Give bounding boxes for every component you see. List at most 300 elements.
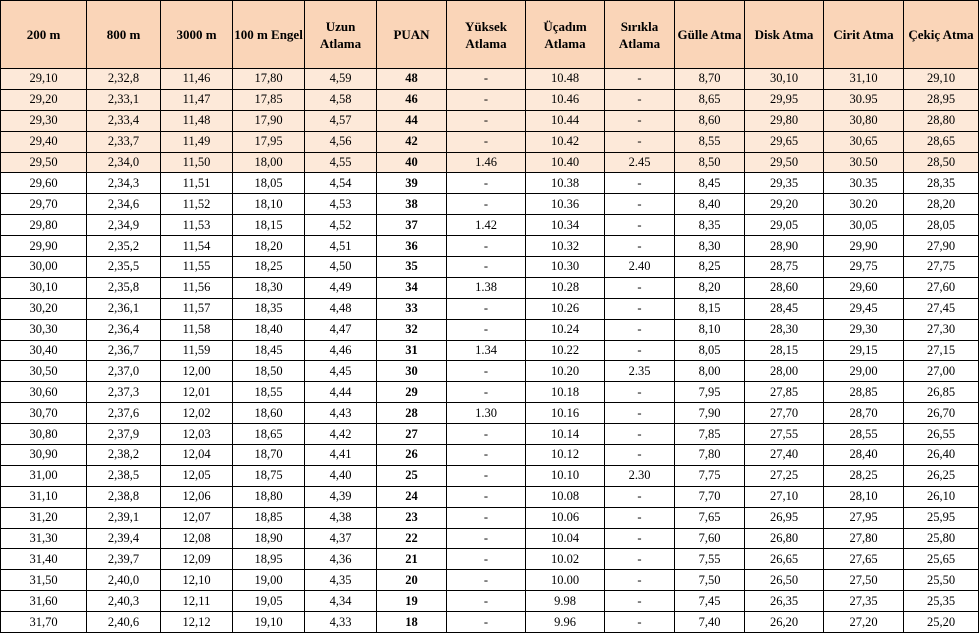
cell-sirikla-atlama: 2.30 (605, 465, 675, 486)
cell-gulle-atma: 7,60 (675, 528, 745, 549)
cell-yuksek-atlama: - (447, 465, 526, 486)
cell-gulle-atma: 8,25 (675, 257, 745, 278)
cell-100m-engel: 18,75 (233, 465, 305, 486)
cell-ucadim-atlama: 10.22 (526, 340, 605, 361)
cell-gulle-atma: 8,15 (675, 298, 745, 319)
cell-sirikla-atlama: - (605, 591, 675, 612)
cell-gulle-atma: 8,50 (675, 152, 745, 173)
cell-uzun-atlama: 4,45 (305, 361, 377, 382)
cell-3000m: 11,56 (161, 277, 233, 298)
cell-cirit-atma: 30,80 (824, 110, 904, 131)
column-header-yuksek-atlama: Yüksek Atlama (447, 1, 526, 69)
cell-yuksek-atlama: - (447, 528, 526, 549)
cell-800m: 2,33,4 (87, 110, 161, 131)
cell-uzun-atlama: 4,43 (305, 403, 377, 424)
cell-yuksek-atlama: - (447, 89, 526, 110)
column-header-puan: PUAN (377, 1, 447, 69)
cell-ucadim-atlama: 10.20 (526, 361, 605, 382)
cell-yuksek-atlama: - (447, 507, 526, 528)
cell-sirikla-atlama: - (605, 549, 675, 570)
cell-200m: 30,00 (1, 257, 87, 278)
cell-puan: 33 (377, 298, 447, 319)
cell-100m-engel: 19,00 (233, 570, 305, 591)
cell-200m: 30,80 (1, 424, 87, 445)
cell-cekic-atma: 27,00 (904, 361, 979, 382)
cell-ucadim-atlama: 10.36 (526, 194, 605, 215)
cell-puan: 46 (377, 89, 447, 110)
cell-gulle-atma: 8,20 (675, 277, 745, 298)
cell-yuksek-atlama: - (447, 445, 526, 466)
cell-ucadim-atlama: 9.98 (526, 591, 605, 612)
cell-ucadim-atlama: 10.24 (526, 319, 605, 340)
cell-100m-engel: 18,50 (233, 361, 305, 382)
cell-sirikla-atlama: - (605, 319, 675, 340)
column-header-3000m: 3000 m (161, 1, 233, 69)
cell-uzun-atlama: 4,44 (305, 382, 377, 403)
cell-200m: 31,40 (1, 549, 87, 570)
cell-sirikla-atlama: - (605, 528, 675, 549)
cell-3000m: 11,50 (161, 152, 233, 173)
cell-ucadim-atlama: 10.12 (526, 445, 605, 466)
cell-disk-atma: 28,15 (745, 340, 824, 361)
cell-cekic-atma: 26,25 (904, 465, 979, 486)
column-header-ucadim-atlama: Üçadım Atlama (526, 1, 605, 69)
cell-cekic-atma: 26,85 (904, 382, 979, 403)
cell-800m: 2,33,1 (87, 89, 161, 110)
cell-cirit-atma: 27,65 (824, 549, 904, 570)
column-header-gulle-atma: Gülle Atma (675, 1, 745, 69)
cell-3000m: 12,10 (161, 570, 233, 591)
cell-sirikla-atlama: - (605, 131, 675, 152)
cell-uzun-atlama: 4,54 (305, 173, 377, 194)
cell-sirikla-atlama: - (605, 403, 675, 424)
cell-200m: 29,70 (1, 194, 87, 215)
cell-cekic-atma: 26,10 (904, 486, 979, 507)
cell-yuksek-atlama: - (447, 612, 526, 633)
cell-puan: 27 (377, 424, 447, 445)
table-row (1, 110, 979, 131)
cell-200m: 31,30 (1, 528, 87, 549)
cell-cekic-atma: 27,30 (904, 319, 979, 340)
cell-puan: 22 (377, 528, 447, 549)
cell-3000m: 12,11 (161, 591, 233, 612)
cell-yuksek-atlama: - (447, 194, 526, 215)
header-row (1, 1, 979, 69)
cell-800m: 2,38,2 (87, 445, 161, 466)
table-row (1, 340, 979, 361)
cell-uzun-atlama: 4,56 (305, 131, 377, 152)
cell-puan: 42 (377, 131, 447, 152)
column-header-100m-engel: 100 m Engel (233, 1, 305, 69)
cell-gulle-atma: 8,00 (675, 361, 745, 382)
cell-cirit-atma: 31,10 (824, 69, 904, 90)
cell-yuksek-atlama: - (447, 173, 526, 194)
cell-sirikla-atlama: - (605, 89, 675, 110)
cell-cekic-atma: 27,60 (904, 277, 979, 298)
cell-200m: 31,60 (1, 591, 87, 612)
cell-cekic-atma: 26,40 (904, 445, 979, 466)
cell-cekic-atma: 25,80 (904, 528, 979, 549)
cell-uzun-atlama: 4,42 (305, 424, 377, 445)
cell-3000m: 11,47 (161, 89, 233, 110)
cell-disk-atma: 26,20 (745, 612, 824, 633)
cell-sirikla-atlama: 2.35 (605, 361, 675, 382)
cell-800m: 2,39,4 (87, 528, 161, 549)
cell-uzun-atlama: 4,52 (305, 215, 377, 236)
cell-gulle-atma: 7,95 (675, 382, 745, 403)
cell-gulle-atma: 8,30 (675, 236, 745, 257)
cell-800m: 2,36,7 (87, 340, 161, 361)
cell-3000m: 12,07 (161, 507, 233, 528)
cell-200m: 31,00 (1, 465, 87, 486)
cell-disk-atma: 28,00 (745, 361, 824, 382)
cell-cirit-atma: 30.95 (824, 89, 904, 110)
cell-gulle-atma: 8,10 (675, 319, 745, 340)
cell-100m-engel: 18,25 (233, 257, 305, 278)
table-row (1, 236, 979, 257)
table-row (1, 257, 979, 278)
cell-3000m: 12,06 (161, 486, 233, 507)
column-header-uzun-atlama: Uzun Atlama (305, 1, 377, 69)
cell-gulle-atma: 7,85 (675, 424, 745, 445)
cell-disk-atma: 27,85 (745, 382, 824, 403)
cell-ucadim-atlama: 10.26 (526, 298, 605, 319)
cell-cekic-atma: 27,90 (904, 236, 979, 257)
cell-3000m: 11,59 (161, 340, 233, 361)
cell-gulle-atma: 7,50 (675, 570, 745, 591)
cell-800m: 2,40,3 (87, 591, 161, 612)
cell-puan: 31 (377, 340, 447, 361)
cell-uzun-atlama: 4,41 (305, 445, 377, 466)
cell-yuksek-atlama: 1.46 (447, 152, 526, 173)
cell-200m: 30,10 (1, 277, 87, 298)
cell-yuksek-atlama: - (447, 236, 526, 257)
cell-puan: 19 (377, 591, 447, 612)
cell-100m-engel: 18,10 (233, 194, 305, 215)
table-row (1, 570, 979, 591)
table-row (1, 215, 979, 236)
cell-ucadim-atlama: 10.32 (526, 236, 605, 257)
cell-ucadim-atlama: 10.28 (526, 277, 605, 298)
cell-3000m: 11,58 (161, 319, 233, 340)
column-header-disk-atma: Disk Atma (745, 1, 824, 69)
cell-disk-atma: 29,35 (745, 173, 824, 194)
cell-800m: 2,33,7 (87, 131, 161, 152)
cell-200m: 30,20 (1, 298, 87, 319)
table-row (1, 445, 979, 466)
column-header-800m: 800 m (87, 1, 161, 69)
column-header-cirit-atma: Cirit Atma (824, 1, 904, 69)
cell-uzun-atlama: 4,51 (305, 236, 377, 257)
cell-gulle-atma: 8,05 (675, 340, 745, 361)
cell-ucadim-atlama: 10.48 (526, 69, 605, 90)
cell-ucadim-atlama: 10.00 (526, 570, 605, 591)
table-row (1, 298, 979, 319)
cell-3000m: 11,57 (161, 298, 233, 319)
cell-100m-engel: 19,10 (233, 612, 305, 633)
cell-disk-atma: 27,70 (745, 403, 824, 424)
cell-800m: 2,40,6 (87, 612, 161, 633)
cell-disk-atma: 27,10 (745, 486, 824, 507)
cell-ucadim-atlama: 10.08 (526, 486, 605, 507)
cell-gulle-atma: 7,80 (675, 445, 745, 466)
cell-cirit-atma: 28,40 (824, 445, 904, 466)
cell-cekic-atma: 28,95 (904, 89, 979, 110)
cell-ucadim-atlama: 10.14 (526, 424, 605, 445)
cell-100m-engel: 18,05 (233, 173, 305, 194)
cell-puan: 34 (377, 277, 447, 298)
cell-yuksek-atlama: - (447, 549, 526, 570)
cell-200m: 29,60 (1, 173, 87, 194)
cell-cekic-atma: 28,20 (904, 194, 979, 215)
cell-puan: 38 (377, 194, 447, 215)
cell-sirikla-atlama: 2.45 (605, 152, 675, 173)
cell-3000m: 11,51 (161, 173, 233, 194)
cell-3000m: 12,05 (161, 465, 233, 486)
cell-gulle-atma: 7,45 (675, 591, 745, 612)
cell-yuksek-atlama: - (447, 69, 526, 90)
cell-sirikla-atlama: - (605, 382, 675, 403)
cell-yuksek-atlama: - (447, 570, 526, 591)
cell-cirit-atma: 28,25 (824, 465, 904, 486)
cell-puan: 23 (377, 507, 447, 528)
table-row (1, 507, 979, 528)
cell-cekic-atma: 28,80 (904, 110, 979, 131)
table-row (1, 69, 979, 90)
cell-cirit-atma: 28,85 (824, 382, 904, 403)
cell-100m-engel: 18,00 (233, 152, 305, 173)
cell-yuksek-atlama: - (447, 110, 526, 131)
cell-ucadim-atlama: 10.10 (526, 465, 605, 486)
cell-ucadim-atlama: 10.02 (526, 549, 605, 570)
cell-disk-atma: 29,20 (745, 194, 824, 215)
cell-sirikla-atlama: - (605, 445, 675, 466)
cell-gulle-atma: 7,55 (675, 549, 745, 570)
cell-3000m: 12,00 (161, 361, 233, 382)
cell-100m-engel: 18,15 (233, 215, 305, 236)
cell-cirit-atma: 27,80 (824, 528, 904, 549)
cell-200m: 31,20 (1, 507, 87, 528)
table-row (1, 403, 979, 424)
cell-gulle-atma: 8,70 (675, 69, 745, 90)
cell-200m: 30,60 (1, 382, 87, 403)
cell-cekic-atma: 27,15 (904, 340, 979, 361)
cell-cekic-atma: 28,65 (904, 131, 979, 152)
cell-200m: 30,90 (1, 445, 87, 466)
cell-800m: 2,34,0 (87, 152, 161, 173)
cell-yuksek-atlama: 1.42 (447, 215, 526, 236)
cell-uzun-atlama: 4,48 (305, 298, 377, 319)
cell-gulle-atma: 7,65 (675, 507, 745, 528)
cell-uzun-atlama: 4,50 (305, 257, 377, 278)
cell-3000m: 12,01 (161, 382, 233, 403)
cell-puan: 18 (377, 612, 447, 633)
cell-disk-atma: 27,25 (745, 465, 824, 486)
cell-800m: 2,39,7 (87, 549, 161, 570)
table-row (1, 319, 979, 340)
cell-cirit-atma: 27,50 (824, 570, 904, 591)
cell-puan: 48 (377, 69, 447, 90)
cell-puan: 21 (377, 549, 447, 570)
table-row (1, 173, 979, 194)
cell-uzun-atlama: 4,38 (305, 507, 377, 528)
cell-uzun-atlama: 4,40 (305, 465, 377, 486)
cell-200m: 31,70 (1, 612, 87, 633)
cell-puan: 30 (377, 361, 447, 382)
cell-3000m: 12,02 (161, 403, 233, 424)
cell-puan: 29 (377, 382, 447, 403)
table-row (1, 424, 979, 445)
cell-100m-engel: 17,80 (233, 69, 305, 90)
cell-disk-atma: 27,40 (745, 445, 824, 466)
cell-ucadim-atlama: 10.06 (526, 507, 605, 528)
cell-cirit-atma: 27,35 (824, 591, 904, 612)
cell-cekic-atma: 27,45 (904, 298, 979, 319)
cell-yuksek-atlama: - (447, 361, 526, 382)
cell-disk-atma: 28,45 (745, 298, 824, 319)
cell-uzun-atlama: 4,59 (305, 69, 377, 90)
cell-sirikla-atlama: - (605, 570, 675, 591)
cell-800m: 2,35,2 (87, 236, 161, 257)
cell-cirit-atma: 29,30 (824, 319, 904, 340)
cell-disk-atma: 29,65 (745, 131, 824, 152)
cell-gulle-atma: 8,65 (675, 89, 745, 110)
cell-800m: 2,37,6 (87, 403, 161, 424)
cell-100m-engel: 18,70 (233, 445, 305, 466)
cell-200m: 30,50 (1, 361, 87, 382)
cell-100m-engel: 18,30 (233, 277, 305, 298)
cell-800m: 2,34,9 (87, 215, 161, 236)
cell-yuksek-atlama: - (447, 257, 526, 278)
table-row (1, 612, 979, 633)
column-header-200m: 200 m (1, 1, 87, 69)
cell-gulle-atma: 7,70 (675, 486, 745, 507)
table-row (1, 194, 979, 215)
cell-cekic-atma: 26,55 (904, 424, 979, 445)
table-row (1, 277, 979, 298)
cell-3000m: 11,53 (161, 215, 233, 236)
cell-800m: 2,37,9 (87, 424, 161, 445)
cell-ucadim-atlama: 9.96 (526, 612, 605, 633)
cell-800m: 2,40,0 (87, 570, 161, 591)
cell-disk-atma: 28,60 (745, 277, 824, 298)
cell-gulle-atma: 8,45 (675, 173, 745, 194)
table-row (1, 528, 979, 549)
cell-200m: 30,30 (1, 319, 87, 340)
cell-uzun-atlama: 4,55 (305, 152, 377, 173)
cell-800m: 2,38,5 (87, 465, 161, 486)
cell-sirikla-atlama: - (605, 424, 675, 445)
cell-disk-atma: 28,90 (745, 236, 824, 257)
cell-cirit-atma: 30.35 (824, 173, 904, 194)
table-row (1, 486, 979, 507)
cell-sirikla-atlama: - (605, 173, 675, 194)
cell-disk-atma: 26,95 (745, 507, 824, 528)
cell-sirikla-atlama: - (605, 486, 675, 507)
cell-100m-engel: 18,85 (233, 507, 305, 528)
cell-200m: 29,10 (1, 69, 87, 90)
cell-3000m: 12,09 (161, 549, 233, 570)
cell-100m-engel: 18,45 (233, 340, 305, 361)
cell-uzun-atlama: 4,37 (305, 528, 377, 549)
cell-puan: 35 (377, 257, 447, 278)
column-header-cekic-atma: Çekiç Atma (904, 1, 979, 69)
cell-gulle-atma: 8,60 (675, 110, 745, 131)
cell-uzun-atlama: 4,35 (305, 570, 377, 591)
cell-200m: 29,20 (1, 89, 87, 110)
cell-uzun-atlama: 4,49 (305, 277, 377, 298)
cell-3000m: 11,54 (161, 236, 233, 257)
cell-100m-engel: 18,95 (233, 549, 305, 570)
cell-cirit-atma: 29,00 (824, 361, 904, 382)
cell-sirikla-atlama: - (605, 612, 675, 633)
cell-sirikla-atlama: - (605, 69, 675, 90)
cell-cekic-atma: 25,50 (904, 570, 979, 591)
cell-yuksek-atlama: - (447, 424, 526, 445)
cell-puan: 32 (377, 319, 447, 340)
cell-puan: 25 (377, 465, 447, 486)
cell-800m: 2,36,4 (87, 319, 161, 340)
cell-gulle-atma: 7,75 (675, 465, 745, 486)
cell-cirit-atma: 29,75 (824, 257, 904, 278)
cell-800m: 2,39,1 (87, 507, 161, 528)
cell-3000m: 11,49 (161, 131, 233, 152)
cell-100m-engel: 17,95 (233, 131, 305, 152)
cell-3000m: 11,46 (161, 69, 233, 90)
cell-100m-engel: 18,60 (233, 403, 305, 424)
cell-800m: 2,37,3 (87, 382, 161, 403)
cell-800m: 2,37,0 (87, 361, 161, 382)
cell-cekic-atma: 25,20 (904, 612, 979, 633)
cell-yuksek-atlama: - (447, 131, 526, 152)
cell-uzun-atlama: 4,57 (305, 110, 377, 131)
cell-3000m: 11,55 (161, 257, 233, 278)
cell-disk-atma: 30,10 (745, 69, 824, 90)
table-row (1, 361, 979, 382)
cell-disk-atma: 26,50 (745, 570, 824, 591)
cell-ucadim-atlama: 10.38 (526, 173, 605, 194)
cell-ucadim-atlama: 10.30 (526, 257, 605, 278)
cell-disk-atma: 29,50 (745, 152, 824, 173)
cell-ucadim-atlama: 10.42 (526, 131, 605, 152)
cell-sirikla-atlama: - (605, 277, 675, 298)
cell-disk-atma: 26,35 (745, 591, 824, 612)
cell-200m: 30,40 (1, 340, 87, 361)
cell-800m: 2,35,5 (87, 257, 161, 278)
cell-gulle-atma: 7,40 (675, 612, 745, 633)
cell-3000m: 12,03 (161, 424, 233, 445)
cell-yuksek-atlama: - (447, 298, 526, 319)
cell-uzun-atlama: 4,58 (305, 89, 377, 110)
cell-cekic-atma: 25,35 (904, 591, 979, 612)
cell-uzun-atlama: 4,53 (305, 194, 377, 215)
cell-gulle-atma: 8,35 (675, 215, 745, 236)
cell-puan: 28 (377, 403, 447, 424)
cell-100m-engel: 18,90 (233, 528, 305, 549)
cell-cekic-atma: 28,35 (904, 173, 979, 194)
cell-puan: 40 (377, 152, 447, 173)
cell-cirit-atma: 30.50 (824, 152, 904, 173)
cell-800m: 2,35,8 (87, 277, 161, 298)
cell-ucadim-atlama: 10.40 (526, 152, 605, 173)
cell-cekic-atma: 29,10 (904, 69, 979, 90)
cell-sirikla-atlama: - (605, 215, 675, 236)
cell-ucadim-atlama: 10.16 (526, 403, 605, 424)
cell-200m: 29,90 (1, 236, 87, 257)
cell-disk-atma: 29,05 (745, 215, 824, 236)
cell-3000m: 12,08 (161, 528, 233, 549)
cell-cekic-atma: 28,05 (904, 215, 979, 236)
